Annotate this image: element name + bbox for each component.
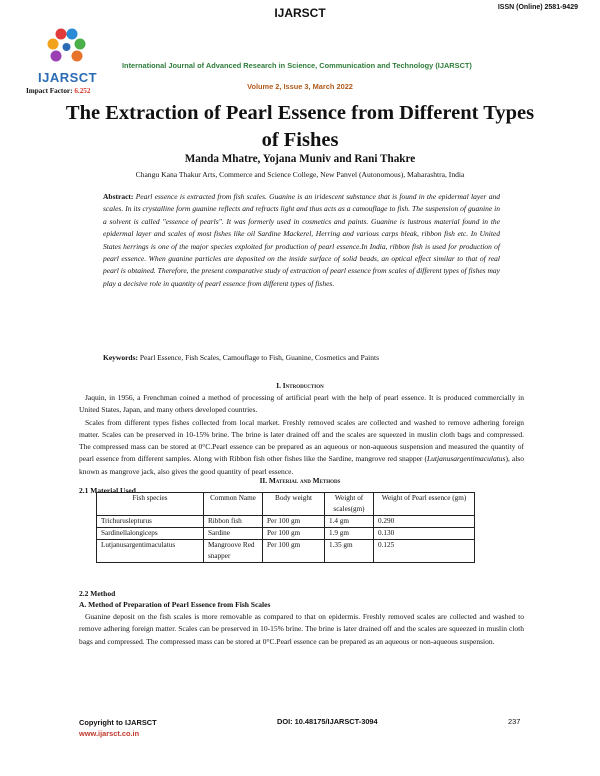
introduction-body — [79, 392, 524, 478]
section-heading-introduction — [0, 381, 600, 390]
logo-text: IJARSCT — [38, 70, 98, 85]
table-cell: Per 100 gm — [263, 540, 325, 563]
section-number: II. — [259, 476, 268, 485]
table-cell: 1.9 gm — [325, 528, 374, 540]
text: ), also known as mangrove jack, also gives the good quantity of pearl essence. — [79, 454, 524, 476]
authors: Manda Mhatre, Yojana Muniv and Rani Thakre — [184, 153, 416, 165]
table-row — [97, 540, 475, 563]
table-cell: Mangroove Red snapper — [204, 540, 263, 563]
method-body — [79, 611, 524, 648]
journal-url-link[interactable]: www.ijarsct.co.in — [79, 729, 140, 738]
table-header: Fish species — [97, 493, 204, 516]
table-cell: Lutjanusargentimaculatus — [97, 540, 204, 563]
table-cell: 1.4 gm — [325, 516, 374, 528]
table-cell: 0.130 — [374, 528, 475, 540]
impact-value: 6.252 — [74, 87, 91, 95]
section-heading-methods — [0, 476, 600, 485]
subsection-material-used: 2.1 Material Used — [79, 486, 136, 495]
abstract-label: Abstract: — [103, 192, 134, 201]
keywords — [103, 353, 500, 362]
abstract — [103, 191, 500, 290]
affiliation: Changu Kana Thakur Arts, Commerce and Science College, New Panvel (Autonomous), Maharashtra, India — [135, 170, 465, 179]
table-cell: Per 100 gm — [263, 516, 325, 528]
method-subheading: A. Method of Preparation of Pearl Essence from Fish Scales — [79, 600, 271, 609]
paragraph — [79, 417, 524, 478]
logo-icon — [34, 25, 104, 73]
keywords-text: Pearl Essence, Fish Scales, Camouflage to Fish, Guanine, Cosmetics and Paints — [139, 353, 380, 362]
table-cell: Sardine — [204, 528, 263, 540]
table-row — [97, 516, 475, 528]
table-header: Weight of scales(gm) — [325, 493, 374, 516]
journal-full-name: International Journal of Advanced Research in Science, Communication and Technology (IJARSCT) — [122, 61, 472, 70]
footer-left — [79, 717, 157, 739]
table-cell: Trichuruslepturus — [97, 516, 204, 528]
table-row — [97, 528, 475, 540]
paragraph: Jaquin, in 1956, a Frenchman coined a method of processing of artificial pearl with the help of pearl essence. It is produced commercially in United States, Japan, and many others developed countries. — [79, 393, 524, 415]
table-cell: Per 100 gm — [263, 528, 325, 540]
copyright: Copyright to IJARSCT — [79, 718, 157, 727]
text: Scales from different types fishes collected from local market. Freshly removed scales are collected and washed to remove adhering foreign matter. Scales can be preserved in 10-15% brine. The brine is later drained off and the scales are squeezed in muslin cloth bags and compressed. The compressed mass can be stored at 0°C.Pearl essence can be prepared as an aqueous or non-aqueous suspension and measured the quantity of pearl essence from different samples. Along with Ribbon fish other fishes like the Sardine, mangrove red snapper ( — [79, 417, 524, 464]
table-header: Weight of Pearl essence (gm) — [374, 493, 475, 516]
table-header-row — [97, 493, 475, 516]
material-table — [96, 492, 475, 563]
journal-abbreviation: IJARSCT — [274, 6, 326, 20]
table-cell: Sardinellalongiceps — [97, 528, 204, 540]
species-name: Lutjanusargentimaculatus — [426, 454, 506, 464]
table-cell: Ribbon fish — [204, 516, 263, 528]
subsection-method: 2.2 Method — [79, 589, 116, 598]
table-header: Body weight — [263, 493, 325, 516]
section-title: Material and Methods — [268, 476, 341, 485]
doi[interactable]: DOI: 10.48175/IJARSCT-3094 — [277, 717, 378, 726]
page-number: 237 — [508, 717, 521, 726]
paragraph: Guanine deposit on the fish scales is more removable as compared to that on epidermis. Freshly removed scales are collected and washed to remove adhering foreign matter. Scales can be preserved in 10-15% brine. The brine is later drained off and the scales are squeezed in muslin cloth bags and compressed. The compressed mass can be stored at 0°C.Pearl essence can be prepared as an aqueous or non-aqueous suspension. — [79, 612, 524, 646]
section-number: I. — [276, 381, 281, 390]
impact-label: Impact Factor: — [26, 87, 75, 95]
section-title: Introduction — [282, 381, 324, 390]
table-cell: 0.290 — [374, 516, 475, 528]
table-header: Common Name — [204, 493, 263, 516]
table-cell: 0.125 — [374, 540, 475, 563]
volume-info: Volume 2, Issue 3, March 2022 — [247, 82, 353, 91]
table-cell: 1.35 gm — [325, 540, 374, 563]
abstract-text: Pearl essence is extracted from fish scales. Guanine is an iridescent substance that is found in the epidermal layer and scales. In its crystalline form guanine reflects and refracts light and thus acts as a camouflage to fish. The suspension of guanine in a solvent is called "essence of pearls". It was formerly used in cosmetics and paints. Guanine is lustrous material found in the epidermal layer and scales of most fishes like oil Sardine Mackerel, Herring and various carps bleak, ribbon fish etc. In United States herrings is one of the major species exploited for production of pearl essence.In India, ribbon fish is used for production of pearl essence. When guanine particles are deposited on the inside surface of solid beads, an optical effect similar to that of real pearl is obtained. Therefore, the present comparative study of extraction of pearl essence from scales of different types of fishes may play a decisive role in quantity of pearl essence from different types of fishes. — [103, 192, 500, 288]
paper-title: The Extraction of Pearl Essence from Different Types of Fishes — [65, 102, 535, 151]
issn: ISSN (Online) 2581-9429 — [497, 4, 578, 11]
keywords-label: Keywords: — [103, 353, 138, 362]
